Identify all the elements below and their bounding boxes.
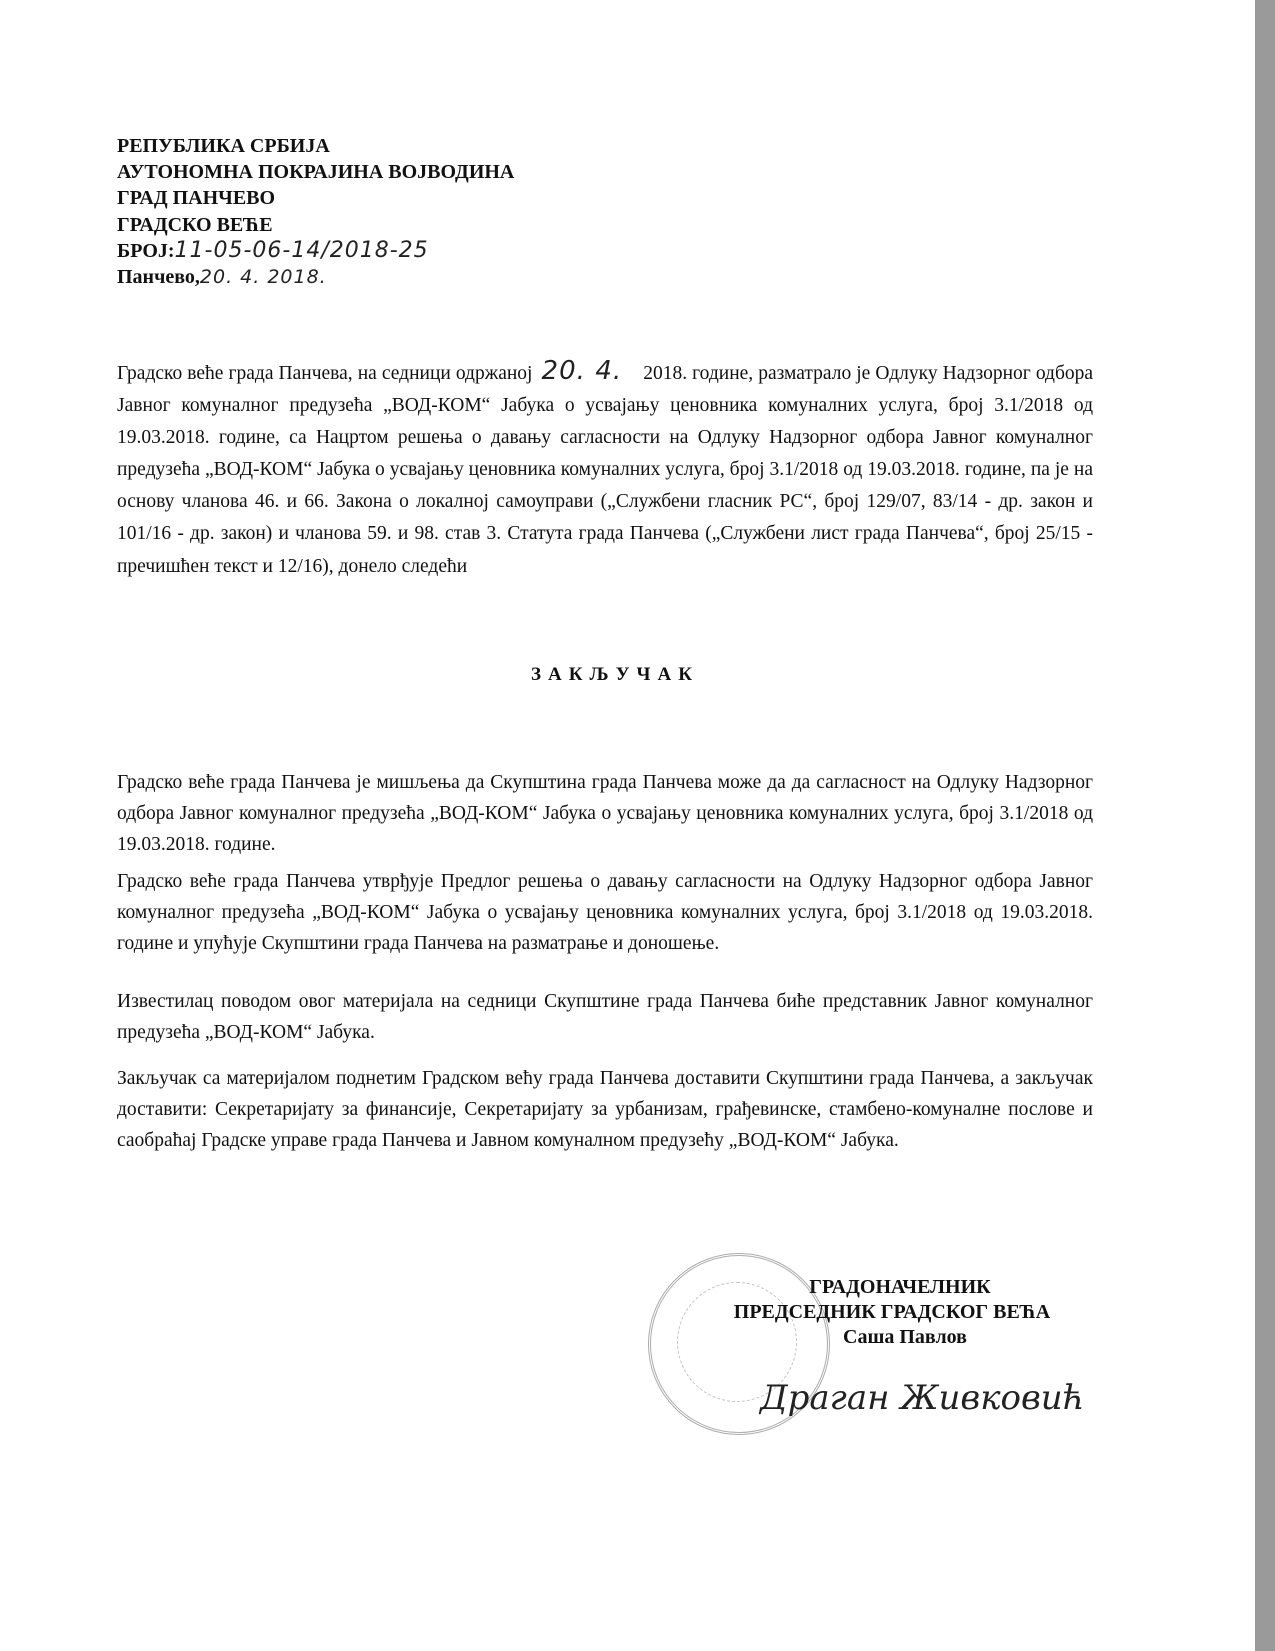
intro-paragraph	[117, 355, 1093, 583]
signatory-name: Саша Павлов	[843, 1326, 967, 1348]
intro-text: 2018. године, разматрало је Одлуку Надзорног одбора Јавног комуналног предузећа „ВОД-КОМ“ Јабука о усвајању ценовника комуналних услуга, број 3.1/2018 од 19.03.2018. године, са Нацртом решења о давању сагласности на Одлуку Надзорног одбора Јавног комуналног предузећа „ВОД-КОМ“ Јабука о усвајању ценовника комуналних услуга, број 3.1/2018 од 19.03.2018. године, па је на основу чланова 46. и 66. Закона о локалној самоуправи („Службени гласник РС“, број 129/07, 83/14 - др. закон и 101/16 - др. закон) и чланова 59. и 98. став 3. Статута града Панчева („Службени лист града Панчева“, број 25/15 - пречишћен текст и 12/16), донело следећи	[117, 363, 1094, 577]
session-date: 20. 4.	[541, 356, 623, 386]
handwritten-signature: Драган Живковић	[760, 1378, 1085, 1418]
header-line: АУТОНОМНА ПОКРАЈИНА ВОЈВОДИНА	[117, 161, 515, 184]
conclusion-paragraph: Градско веће града Панчева утврђује Предлог решења о давању сагласности на Одлуку Надзорног одбора Јавног комуналног предузећа „ВОД-КОМ“ Јабука о усвајању ценовника комуналних услуга, број 3.1/2018 од 19.03.2018. године и упућује Скупштини града Панчева на разматрање и доношење.	[117, 871, 1093, 954]
conclusion-paragraph: Градско веће града Панчева је мишљења да Скупштина града Панчева може да да сагласност на Одлуку Надзорног одбора Јавног комуналног предузећа „ВОД-КОМ“ Јабука о усвајању ценовника комуналних услуга, број 3.1/2018 од 19.03.2018. године.	[117, 772, 1093, 855]
header-line: ГРАДСКО ВЕЋЕ	[117, 213, 273, 236]
document-place-date	[117, 264, 514, 290]
header-line: ГРАД ПАНЧЕВО	[117, 187, 276, 210]
document-number	[117, 238, 514, 264]
signatory-title: ГРАДОНАЧЕЛНИК	[809, 1276, 991, 1298]
date-value: 20. 4. 2018.	[199, 266, 327, 289]
intro-text: Градско веће града Панчева, на седници одржаној	[117, 363, 533, 384]
number-label: БРОЈ:	[117, 239, 175, 262]
document-header	[117, 133, 514, 290]
conclusion-paragraph: Известилац поводом овог материјала на седници Скупштине града Панчева биће представник Јавног комуналног предузећа „ВОД-КОМ“ Јабука.	[117, 991, 1093, 1043]
conclusion-paragraph: Закључак са материјалом поднетим Градском већу града Панчева доставити Скупштини града Панчева, а закључак доставити: Секретаријату за финансије, Секретаријату за урбанизам, грађевинске, стамбено-комуналне послове и саобраћај Градске управе града Панчева и Јавном комуналном предузећу „ВОД-КОМ“ Јабука.	[117, 1068, 1093, 1151]
header-line: РЕПУБЛИКА СРБИЈА	[117, 135, 330, 157]
document-title: ЗАКЉУЧАК	[531, 664, 699, 685]
signatory-title: ПРЕДСЕДНИК ГРАДСКОГ ВЕЋА	[733, 1301, 1051, 1323]
place-label: Панчево,	[117, 266, 200, 289]
scan-edge	[1255, 0, 1275, 1651]
number-value: 11-05-06-14/2018-25	[174, 237, 429, 263]
